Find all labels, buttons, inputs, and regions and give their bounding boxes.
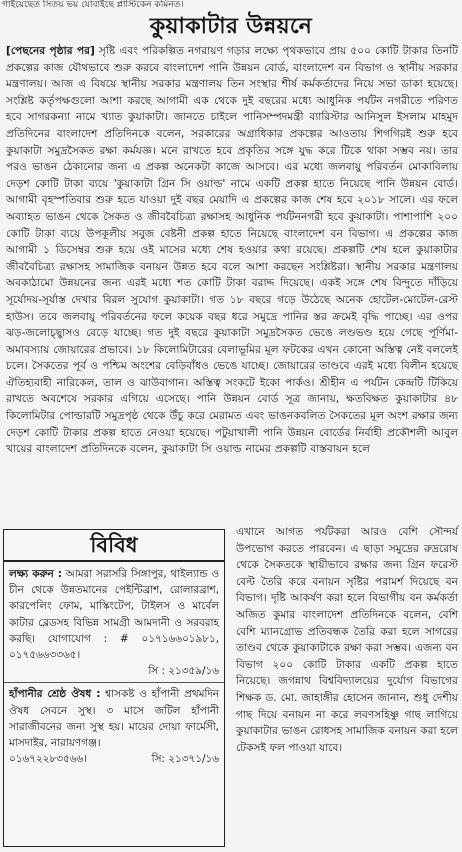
ad-phone: ০১৬৭২২৮৩৫৬৬।: [9, 753, 87, 766]
ad-lead: হাঁপানীর শ্রেষ্ঠ ঔষধ :: [9, 688, 101, 701]
ad-reference: সি : ২১৩৫৯/১৬: [148, 665, 219, 678]
article-paragraph: [6, 43, 458, 458]
classified-ad-supplies: [4, 566, 224, 679]
article-body: [6, 43, 458, 458]
article-body-continued: [236, 524, 458, 756]
ad-divider: [4, 682, 224, 683]
ad-lead: লক্ষ্য করুন :: [9, 568, 62, 580]
classified-ad-asthma: [4, 686, 224, 767]
article-body-main: সৃষ্টি এবং পরিকল্পিত নগরায়ণ গড়ার লক্ষ্যে পৃথকভাবে প্রায় ৫০০ কোটি টাকার তিনটি প্রকল্পের কাজ যৌথভাবে শুরু করবে বাংলাদেশ পানি উন্নয়ন বোর্ড, বাংলাদেশ বন বিভাগ ও স্থানীয় সরকার মন্ত্রণালয়। আজ এ বিষয়ে স্থানীয় সরকার মন্ত্রণালয় তিন সংস্থার শীর্ষ কর্মকর্তাদের নিয়ে সভা ডাকা হয়েছে। সংশ্লিষ্ট কর্তৃপক্ষগুলো আশা করছে আগামী এক থেকে দুই বছরের মধ্যে আধুনিক পর্যটন নগরীতে পরিণত হবে সাগরকন্যা নামে খ্যাত কুয়াকাটা। জানতে চাইলে পানিসম্পদমন্ত্রী ব্যারিস্টার আনিসুল ইসলাম মাহমুদ প্রতিদিনের বাংলাদেশ প্রতিদিনকে বলেন, সরকারের অগ্রাধিকার প্রকল্পের আওতায় শিগগিরই শুরু হবে কুয়াকাটা সমুদ্রসৈকত রক্ষা কর্মযজ্ঞ। মনে রাখতে হবে প্রকৃতির সঙ্গে যুদ্ধ করে টিকে থাকা সম্ভব নয়। তার পরও ভাঙন ঠেকানোর জন্য এ প্রকল্প অনেকটা কাজে আসবে। এর মধ্যে জলবায়ু পরিবর্তন মোকাবিলায় দেড়শ কোটি টাকা ব্যয়ে 'কুয়াকাটা গ্রিন সি ওয়াল্ড' নামে একটি প্রকল্প হাতে নিয়েছে পানি উন্নয়ন বোর্ড। আগামী বৃহস্পতিবার শুরু হতে যাওয়া দুই বছর মেয়াদি এ প্রকল্পের কাজ শেষ হবে ২০১৮ সালে। এর ফলে অব্যাহত ভাঙন থেকে সৈকত ও জীববৈচিত্র্য রক্ষাসহ আধুনিক পর্যটননগরী হবে কুয়াকাটা। পাশাপাশি ২০০ কোটি টাকা ব্যয়ে উপকূলীয় সবুজ বেষ্টনী প্রকল্প হাতে নিয়েছে বাংলাদেশ বন বিভাগ। এ প্রকল্পের কাজ আগামী ১ ডিসেম্বর শুরু হয়ে ওই মাসের মধ্যে শেষ হওয়ার কথা রয়েছে। প্রকল্পটি শেষ হলে কুয়াকাটার জীববৈচিত্র্য রক্ষাসহ সামাজিক বনায়ন উন্নত হবে বলে আশা করছেন সংশ্লিষ্টরা। স্থানীয় সরকার মন্ত্রণালয় অবকাঠামো উন্নয়নের জন্য এরই মধ্যে শত কোটি টাকা বরাদ্দ দিয়েছে। একই সঙ্গে শেষ বিন্দুতে দাঁড়িয়ে সূর্যোদয়-সূর্যাস্ত দেখার বিরল সুযোগ কুয়াকাটা। গত ১৮ বছরে গড়ে উঠেছে অনেক হোটেল-মোটেল-রেস্ট হাউস। তবে জলবায়ু পরিবর্তনের ফলে কয়েক বছর ধরে সমুদ্রে পানির স্তর ক্রমেই বৃদ্ধি পাচ্ছে। এর ওপর ঝড়-জলোচ্ছ্বাসও বেড়ে যাচ্ছে। গত দুই বছরে কুয়াকাটা সমুদ্রসৈকত ভেঙে লণ্ডভণ্ড হয়ে গেছে পূর্ণিমা-অমাবস্যায় জোয়ারের প্রভাবে। ১৮ কিলোমিটারের বেলাভূমির মূল ফটকের এখন কোনো অস্তিত্ব নেই বললেই চলে। সৈকতের পূর্ব ও পশ্চিম অংশের বেড়িবাঁধও ভেঙে যাচ্ছে। জোয়ারের তাণ্ডবে এরই মধ্যে বিলীন হয়েছে ঐতিহ্যবাহী নারিকেল, তাল ও ঝাউবাগান। অস্তিত্ব সংকটে ইকো পার্কও। শ্রীহীন এ পর্যটন কেন্দ্রটি টিকিয়ে রাখতে অবশেষে সরকার এগিয়ে এসেছে। পানি উন্নয়ন বোর্ড সূত্র জানায়, ক্ষতবিক্ষত কুয়াকাটার ৪৮ কিলোমিটার পোল্ডারটি সমুদ্রপৃষ্ঠ থেকে উঁচু করে মেরামত এবং ভাঙনকবলিত সৈকতের মূল অংশ রক্ষার জন্য দেড়শ কোটি টাকার প্রকল্প হাতে নেওয়া হয়েছে। পটুয়াখালী পানি উন্নয়ন বোর্ডের নির্বাহী প্রকৌশলী আবুল খায়ের বাংলাদেশ প্রতিদিনকে বলেন, কুয়াকাটা সি ওয়াল্ড নামের প্রকল্পটি বাস্তবায়ন হলে: [6, 45, 458, 456]
previous-article-text: গাইয়েছেত সিতয় ভয় যোবাইছে প্লাস্টিকেন কমিনত।: [2, 0, 184, 10]
ad-text: শ্বাসকষ্ট ও হাঁপানী প্রথমদিন ঔষধ সেবনে সুস্থ। ৩ মাসে জটিল হাঁপানী সারাজীবনের জন্য সুস্থ হয়। মায়ের দোয়া ফার্মেসী, মাসদাইর, নারায়ণগঞ্জ।: [9, 688, 219, 750]
article-right-paragraph: এখানে আগত পর্যটকরা আরও বেশি সৌন্দর্য উপভোগ করতে পারবেন। এ ছাড়া সমুদ্রের রুদ্ররোষ থেকে সৈকতকে স্থায়ীভাবে রক্ষার জন্য গ্রিন ফরেস্ট বেল্ট তৈরি করে বনায়ন সৃষ্টির পরামর্শ দিয়েছে বন বিভাগ। দৃষ্টি আকর্ষণ করা হলে বিভাগীয় বন কর্মকর্তা অজিত কুমার বাংলাদেশ প্রতিদিনকে বলেন, বেশি বেশি ম্যানগ্রোভ প্রতিবন্ধক তৈরি করা হলে সাগরের তাণ্ডব থেকে কুয়াকাটাকে রক্ষা করা সম্ভব। এজন্য বন বিভাগ ২০০ কোটি টাকার একটি প্রকল্প হাতে নিয়েছে। জগন্নাথ বিশ্ববিদ্যালয়ের দুর্যোগ বিভাগের শিক্ষক ড. মো. জাহাঙ্গীর হোসেন জানান, শুধু দেশীয় গাছ দিয়ে বনায়ন না করে লবণসহিষ্ণু গাছ লাগিয়ে কুয়াকাটার ভাঙন রোধসহ সামাজিক বনায়ন করা হলে টেকসই ফল পাওয়া যাবে।: [236, 526, 458, 754]
continued-from-back-page: [পেছনের পৃষ্ঠার পর]: [6, 45, 95, 57]
classifieds-box: [3, 529, 225, 847]
ad-reference: সি: ২১৩৭১/১৬: [151, 753, 219, 766]
article-headline: কুয়াকাটার উন্নয়নে: [149, 13, 313, 39]
classifieds-title: বিবিধ: [4, 530, 224, 562]
ad-text: আমরা সরাসরি সিঙ্গাপুর, থাইল্যান্ড ও চীন থেকে উন্নতমানের পেইন্টিব্রাশ, রোলারব্রাশ, কারপেলিং ফোম, মাস্কিংটেপ, টাইলস ও মার্বেল কাটার ব্লেডসহ বিভিন্ন সামগ্রী আমদানী ও সরবরাহ করছি। যোগাযোগ : # ০১৭১৬৬০১৯৮১, ০১৭৫৬৬৩৩৬৫।: [9, 568, 219, 662]
